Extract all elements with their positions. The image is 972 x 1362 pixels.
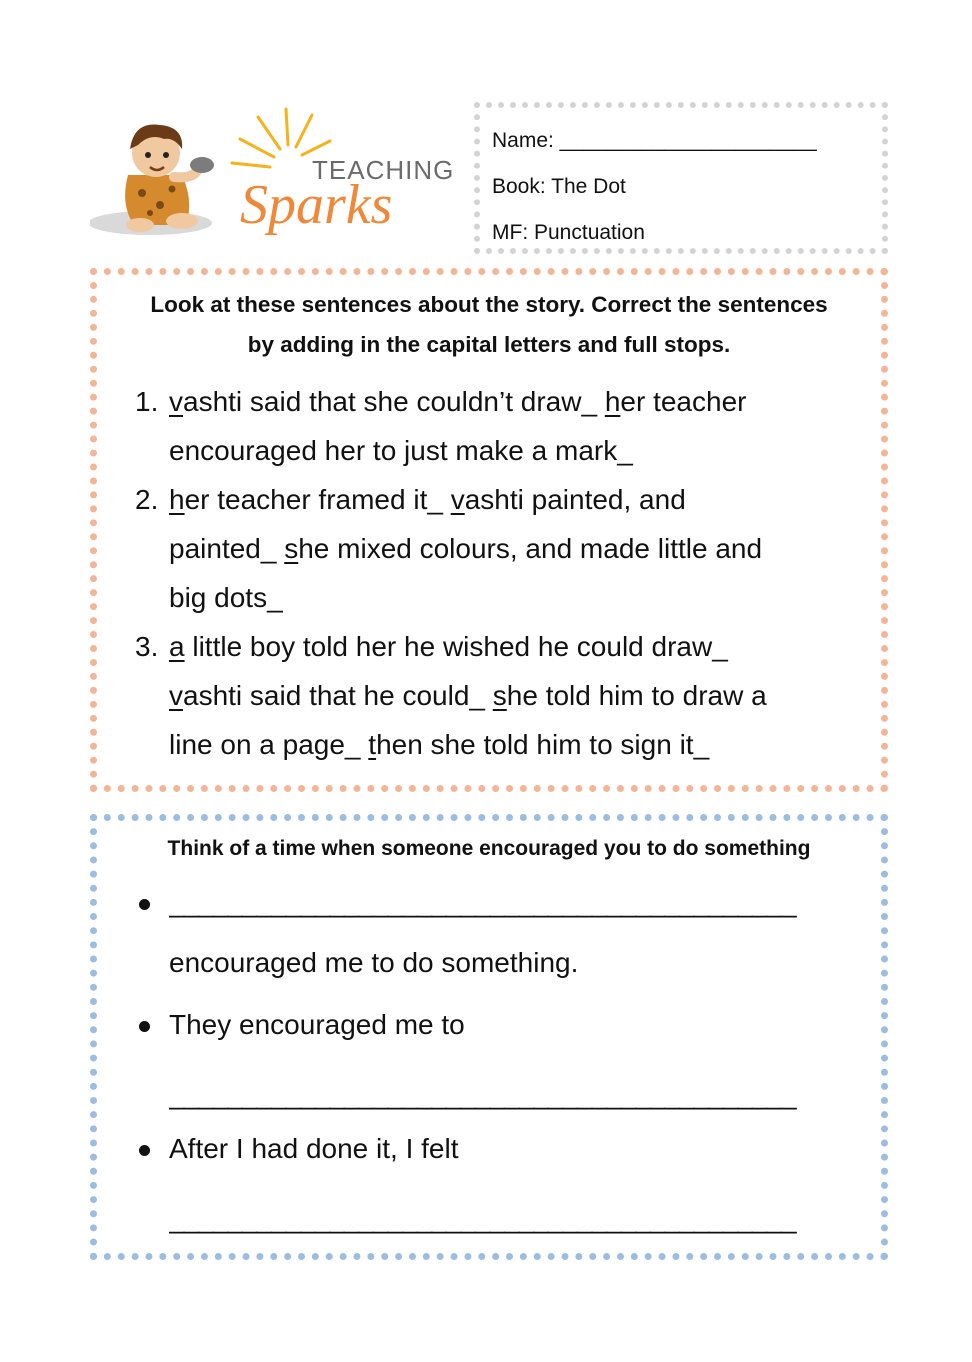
sentence-item (117, 377, 861, 475)
caveman-mascot-icon (90, 105, 460, 255)
sentence-text: line on a page_ (169, 729, 369, 760)
instruction-line-1: Look at these sentences about the story. Correct the sentences (150, 292, 828, 317)
bullet-icon (139, 1145, 150, 1156)
name-field-label[interactable]: Name: ______________________ (492, 129, 817, 152)
sentence-text: er teacher framed it_ (184, 484, 451, 515)
underlined-letter: s (284, 533, 299, 564)
underlined-letter: h (169, 484, 185, 515)
sentence-text: encouraged her to just make a mark_ (169, 435, 633, 466)
underlined-letter: v (169, 680, 183, 711)
instruction-line-2: by adding in the capital letters and full stops. (247, 332, 731, 357)
sentence-number: 3. (135, 631, 159, 662)
sentence-text: little boy told her he wished he could draw_ (184, 631, 728, 662)
info-box (474, 102, 888, 254)
sentence-text: ashti said that she couldn’t draw_ (183, 386, 605, 417)
list-item (117, 883, 861, 1001)
item3-text: After I had done it, I felt (169, 1133, 459, 1164)
answer-blank[interactable]: ___________________________________________ (169, 1203, 796, 1234)
bullet-icon (139, 1021, 150, 1032)
mf-label: MF: Punctuation (492, 221, 645, 244)
response-list (117, 883, 861, 1249)
underlined-letter: s (492, 680, 507, 711)
answer-blank[interactable]: ___________________________________________ (169, 887, 796, 918)
svg-text:Sparks: Sparks (240, 174, 393, 236)
underlined-letter: h (604, 386, 621, 417)
underlined-letter: a (169, 631, 185, 662)
sentence-number: 1. (135, 386, 159, 417)
task2-instruction: Think of a time when someone encouraged you to do something (167, 837, 811, 860)
sentence-line (169, 622, 861, 671)
underlined-letter: t (368, 729, 377, 760)
book-label: Book: The Dot (492, 175, 626, 198)
sentence-text: er teacher (620, 386, 747, 417)
answer-blank[interactable]: ___________________________________________ (169, 1079, 796, 1110)
underlined-letter: v (450, 484, 465, 515)
teaching-sparks-logo (90, 105, 460, 255)
sentence-text: big dots_ (169, 582, 283, 613)
item1-text: encouraged me to do something. (169, 947, 579, 978)
sentence-list (117, 377, 861, 769)
sentence-text: ashti painted, and (464, 484, 686, 515)
sentence-item (117, 475, 861, 622)
sentence-line (169, 524, 861, 573)
sentence-line (169, 671, 861, 720)
sentence-text: hen she told him to sign it_ (376, 729, 710, 760)
sentence-text: ashti said that he could_ (183, 680, 493, 711)
sentence-text: painted_ (169, 533, 285, 564)
sentence-line (169, 720, 861, 769)
underlined-letter: v (169, 386, 183, 417)
punctuation-task-box (90, 268, 888, 792)
list-item (117, 1129, 861, 1249)
list-item (117, 1005, 861, 1129)
svg-text:TEACHING: TEACHING (312, 155, 455, 185)
sentence-line (169, 377, 861, 426)
sentence-line (169, 426, 861, 475)
sentence-item (117, 622, 861, 769)
encouragement-task-box (90, 814, 888, 1260)
sentence-text: he mixed colours, and made little and (298, 533, 763, 564)
sentence-line (169, 573, 861, 622)
sentence-text: he told him to draw a (506, 680, 767, 711)
sentence-number: 2. (135, 484, 159, 515)
bullet-icon (139, 899, 150, 910)
sentence-line (169, 475, 861, 524)
item2-text: They encouraged me to (169, 1009, 465, 1040)
